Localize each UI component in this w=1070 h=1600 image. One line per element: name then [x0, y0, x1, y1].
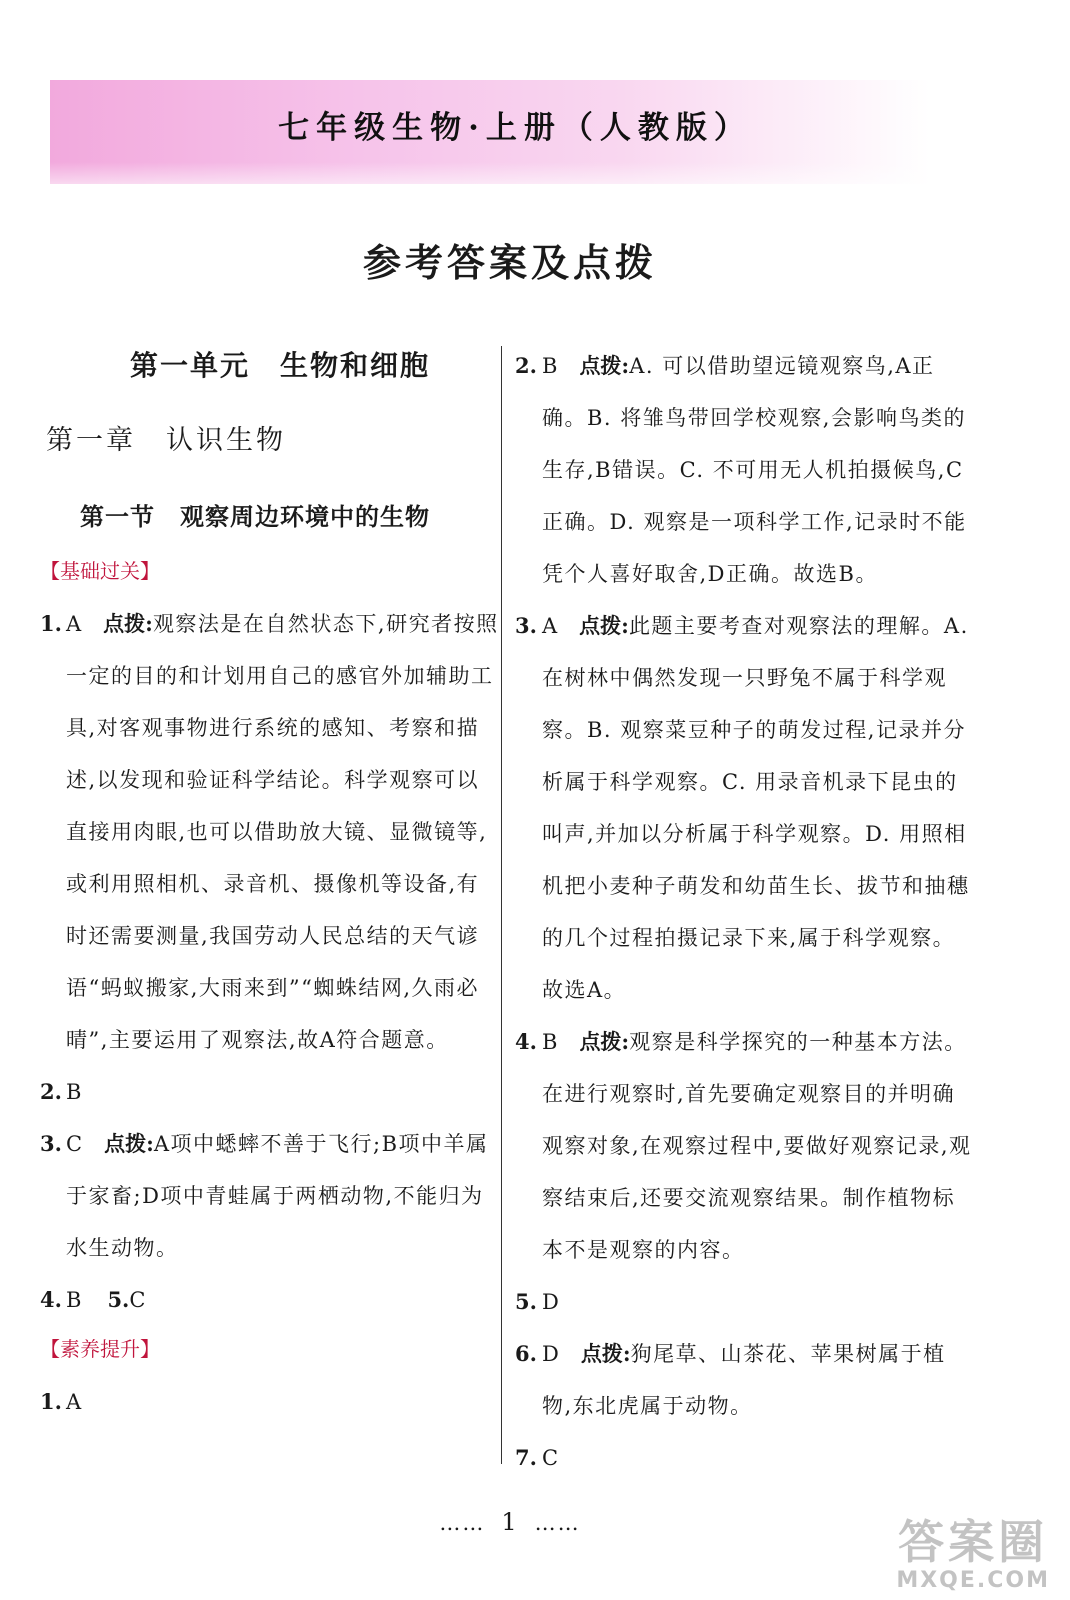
left-column — [40, 340, 500, 1428]
question-number: 4. — [515, 1029, 537, 1054]
hint-label: 点拨: — [579, 353, 630, 378]
footer-dots-left: …… — [439, 1511, 486, 1535]
hint-label: 点拨: — [104, 1131, 154, 1156]
page-footer — [0, 1508, 1020, 1536]
unit-title: 第一单元 生物和细胞 — [129, 349, 430, 382]
hint-label: 点拨: — [579, 1029, 630, 1054]
hint-text: 观察法是在自然状态下,研究者按照一定的目的和计划用自己的感官外加辅助工具,对客观事物进行系统的感知、考察和描述,以发现和验证科学结论。科学观察可以直接用肉眼,也可以借助放大镜、显微镜等,或利用照相机、录音机、摄像机等设备,有时还需要测量,我国劳动人民总结的天气谚语“蚂蚁搬家,大雨来到”“蜘蛛结网,久雨必晴”,主要运用了观察法,故A符合题意。 — [66, 612, 499, 1052]
watermark-logo — [896, 1516, 1050, 1594]
header-banner — [50, 80, 930, 184]
column-divider — [501, 346, 502, 1464]
question-number: 3. — [515, 613, 537, 638]
answer-item — [40, 1376, 500, 1428]
question-number: 1. — [40, 1389, 62, 1414]
watermark-text: 答案圈 — [898, 1515, 1049, 1569]
answer-item — [40, 1066, 500, 1118]
answer-letter: C — [66, 1132, 83, 1156]
hint-label: 点拨: — [103, 611, 153, 636]
answer-item — [40, 1274, 500, 1326]
question-number: 4. — [40, 1287, 62, 1312]
answer-letter: A — [542, 614, 558, 638]
page-number: 1 — [501, 1508, 519, 1536]
question-number: 3. — [40, 1131, 62, 1156]
answer-item — [515, 1328, 975, 1432]
chapter-title: 第一章 认识生物 — [46, 425, 286, 456]
right-column — [515, 340, 975, 1484]
section-title: 第一节 观察周边环境中的生物 — [80, 502, 430, 531]
answer-item — [40, 1118, 500, 1274]
answer-letter: C — [129, 1288, 146, 1312]
answer-letter: A — [66, 1390, 82, 1414]
answer-item — [515, 1432, 975, 1484]
footer-dots-right: …… — [534, 1511, 581, 1535]
tag-basic: 【基础过关】 — [40, 559, 160, 583]
hint-text: A. 可以借助望远镜观察鸟,A正确。B. 将雏鸟带回学校观察,会影响鸟类的生存,B错误。C. 不可用无人机拍摄候鸟,C正确。D. 观察是一项科学工作,记录时不能凭个人喜好取舍,D正确。故选B。 — [542, 354, 967, 586]
answer-letter: B — [66, 1080, 82, 1104]
hint-label: 点拨: — [580, 1341, 631, 1366]
hint-text: 此题主要考查对观察法的理解。A. 在树林中偶然发现一只野兔不属于科学观察。B. 观察菜豆种子的萌发过程,记录并分析属于科学观察。C. 用录音机录下昆虫的叫声,并加以分析属于科学观察。D. 用照相机把小麦种子萌发和幼苗生长、拔节和抽穗的几个过程拍摄记录下来,属于科学观察。故选A。 — [542, 614, 970, 1002]
question-number: 2. — [40, 1079, 62, 1104]
answer-item — [515, 1016, 975, 1276]
hint-text: 观察是科学探究的一种基本方法。在进行观察时,首先要确定观察目的并明确观察对象,在观察过程中,要做好观察记录,观察结束后,还要交流观察结果。制作植物标本不是观察的内容。 — [542, 1030, 972, 1262]
hint-text: A项中蟋蟀不善于飞行;B项中羊属于家畜;D项中青蛙属于两栖动物,不能归为水生动物。 — [66, 1132, 489, 1260]
hint-label: 点拨: — [579, 613, 629, 638]
answer-item — [515, 600, 975, 1016]
tag-advanced: 【素养提升】 — [40, 1337, 160, 1361]
answer-letter: C — [542, 1446, 559, 1470]
answer-letter: D — [542, 1342, 559, 1366]
answer-letter: B — [542, 354, 558, 378]
answer-item — [40, 598, 500, 1066]
question-number: 1. — [40, 611, 62, 636]
question-number: 5. — [515, 1289, 537, 1314]
answer-letter: A — [66, 612, 82, 636]
answer-letter: B — [66, 1288, 82, 1312]
question-number: 6. — [515, 1341, 537, 1366]
answer-item — [515, 1276, 975, 1328]
answer-letter: D — [542, 1290, 559, 1314]
page-title: 参考答案及点拨 — [362, 240, 657, 285]
answer-item — [515, 340, 975, 600]
answer-letter: B — [542, 1030, 558, 1054]
question-number: 5. — [107, 1287, 130, 1312]
question-number: 2. — [515, 353, 537, 378]
banner-title: 七年级生物·上册（人教版） — [278, 110, 752, 146]
question-number: 7. — [515, 1445, 537, 1470]
watermark-url: MXQE.COM — [896, 1568, 1050, 1593]
hint-text: 狗尾草、山茶花、苹果树属于植物,东北虎属于动物。 — [542, 1342, 946, 1418]
